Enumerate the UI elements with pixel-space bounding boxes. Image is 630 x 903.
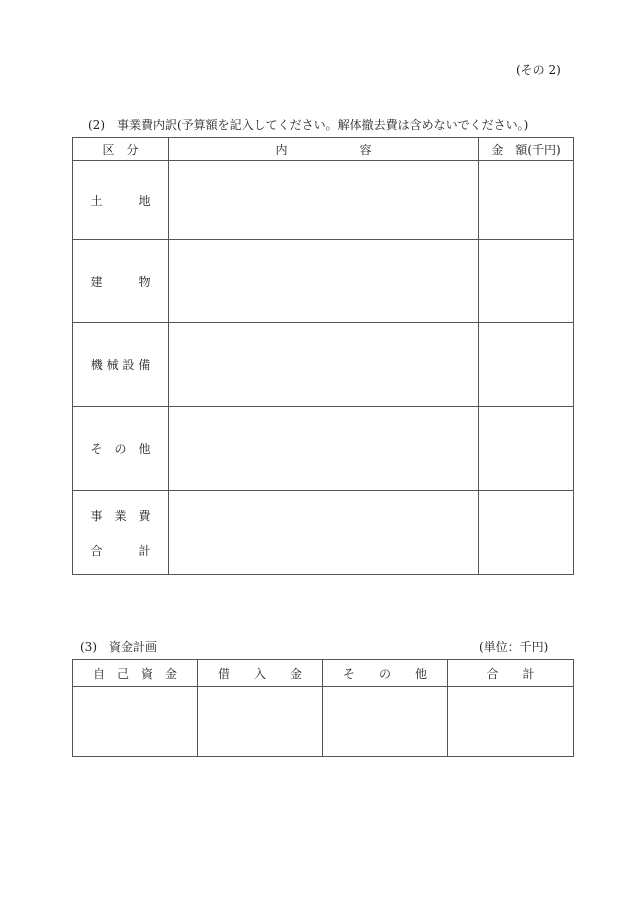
page-marker: (その 2) [516,63,561,77]
borrowings-cell[interactable] [198,687,323,757]
header-content: 内 容 [169,138,479,161]
table-row-total [73,491,574,575]
section2-title: (2) 事業費内訳(予算額を記入してください。解体撤去費は含めないでください。) [88,118,529,132]
land-amount-cell[interactable] [479,161,574,240]
header-amount: 金 額(千円) [479,138,574,161]
header-total: 合 計 [448,660,574,687]
header-own-funds: 自 己 資 金 [73,660,198,687]
equipment-amount-cell[interactable] [479,323,574,407]
table-row-equipment [73,323,574,407]
table-header-row [73,660,574,687]
building-amount-cell[interactable] [479,240,574,323]
total-funds-cell[interactable] [448,687,574,757]
header-other: そ の 他 [323,660,448,687]
other-content-cell[interactable] [169,407,479,491]
equipment-content-cell[interactable] [169,323,479,407]
land-content-cell[interactable] [169,161,479,240]
section3-unit: (単位：千円) [479,640,549,654]
other-amount-cell[interactable] [479,407,574,491]
table-header-row [73,138,574,161]
header-borrowings: 借 入 金 [198,660,323,687]
own-funds-cell[interactable] [73,687,198,757]
table-row-building [73,240,574,323]
expense-breakdown-table [72,137,574,575]
total-label-line1: 事 業 費 [90,508,151,523]
table-row [73,687,574,757]
other-funds-cell[interactable] [323,687,448,757]
total-content-cell[interactable] [169,491,479,575]
row-label-building: 建 物 [73,240,169,323]
funding-plan-table [72,659,574,757]
header-category: 区 分 [73,138,169,161]
total-amount-cell[interactable] [479,491,574,575]
row-label-equipment: 機 械 設 備 [73,323,169,407]
building-content-cell[interactable] [169,240,479,323]
table-row-land [73,161,574,240]
row-label-other: そ の 他 [73,407,169,491]
table-row-other [73,407,574,491]
section3-title: (3) 資金計画 [80,640,157,654]
total-label-line2: 合 計 [90,543,151,558]
row-label-total [73,491,169,575]
row-label-land: 土 地 [73,161,169,240]
